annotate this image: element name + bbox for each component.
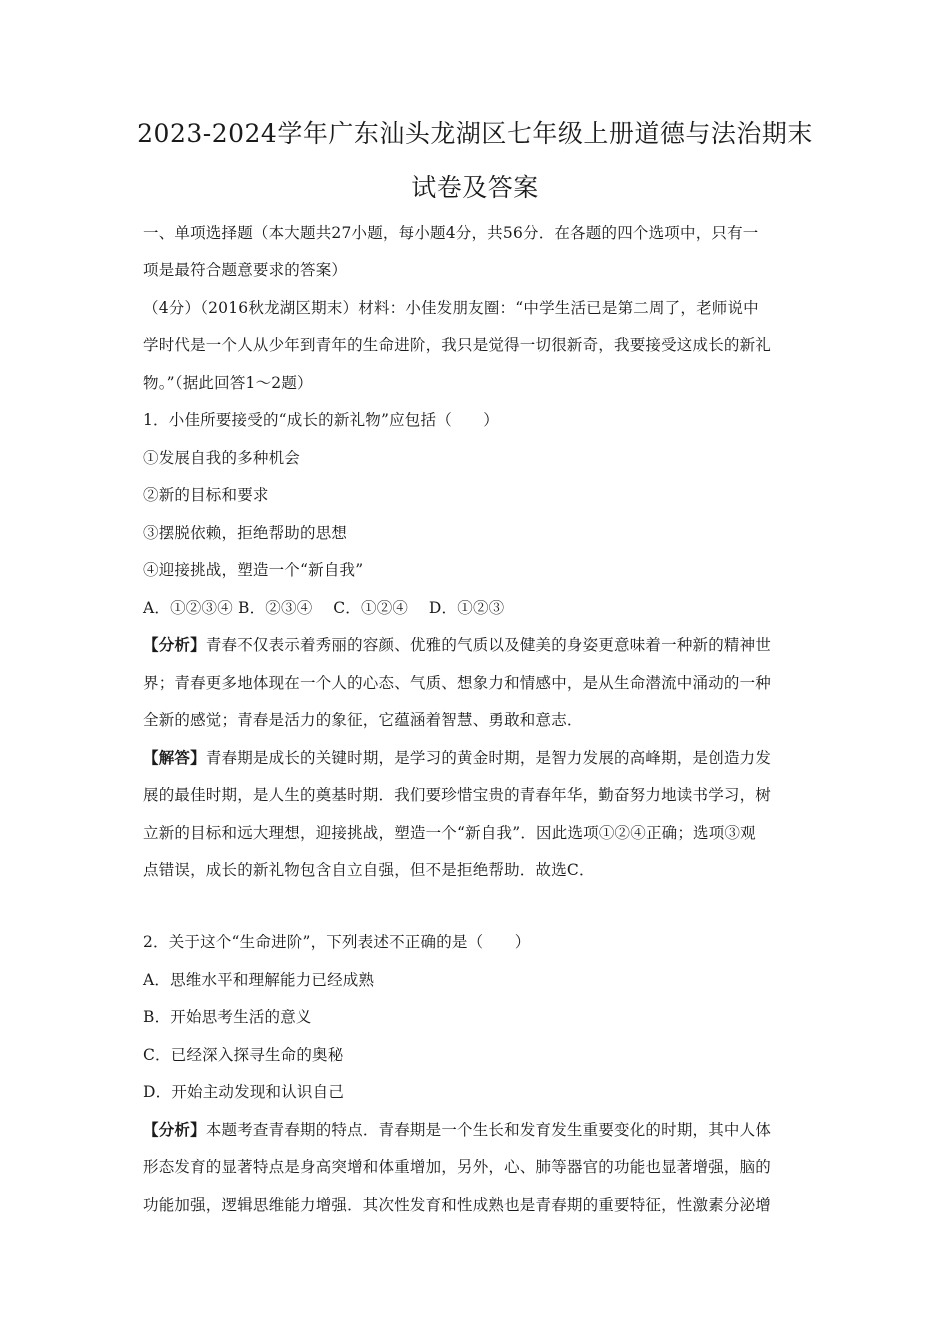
q1-answer-line-3: 立新的目标和远大理想，迎接挑战，塑造一个“新自我”．因此选项①②④正确；选项③观 [143,824,756,842]
section-header-line-1: 一、单项选择题（本大题共27小题，每小题4分，共56分．在各题的四个选项中，只有一 [143,224,759,242]
q1-analysis-line-2: 界；青春更多地体现在一个人的心态、气质、想象力和情感中，是从生命潜流中涌动的一种 [143,674,772,692]
document-title-line-1: 2023-2024学年广东汕头龙湖区七年级上册道德与法治期末 [137,119,813,148]
q2-analysis-line-1 [143,1119,771,1141]
answer-text: 青春期是成长的关键时期，是学习的黄金时期，是智力发展的高峰期，是创造力发 [205,749,772,767]
q1-options: A．①②③④ B．②③④ C．①②④ D．①②③ [143,599,505,617]
material-line-3: 物。”（据此回答1～2题） [143,374,313,392]
material-line-2: 学时代是一个人从少年到青年的生命进阶，我只是觉得一切很新奇，我要接受这成长的新礼 [143,336,772,354]
q1-answer-line-4: 点错误，成长的新礼物包含自立自强，但不是拒绝帮助．故选C． [143,861,595,879]
q1-item-4: ④迎接挑战，塑造一个“新自我” [143,561,364,579]
q1-stem: 1．小佳所要接受的“成长的新礼物”应包括（ ） [143,411,500,429]
document-title-line-2: 试卷及答案 [411,173,539,202]
q1-answer-line-2: 展的最佳时期，是人生的奠基时期．我们要珍惜宝贵的青春年华，勤奋努力地读书学习，树 [143,786,772,804]
q2-option-c: C．已经深入探寻生命的奥秘 [143,1046,344,1064]
q1-item-1: ①发展自我的多种机会 [143,449,301,467]
analysis-text: 本题考查青春期的特点．青春期是一个生长和发育发生重要变化的时期，其中人体 [205,1121,772,1139]
q2-option-b: B．开始思考生活的意义 [143,1008,312,1026]
analysis-tag: 【分析】 [143,635,206,654]
q2-stem: 2．关于这个“生命进阶”，下列表述不正确的是（ ） [143,933,531,951]
q1-item-2: ②新的目标和要求 [143,486,269,504]
q1-analysis-line-3: 全新的感觉；青春是活力的象征，它蕴涵着智慧、勇敢和意志． [143,711,583,729]
q2-analysis-line-3: 功能加强，逻辑思维能力增强．其次性发育和性成熟也是青春期的重要特征，性激素分泌增 [143,1196,772,1214]
material-line-1: （4分）（2016秋龙湖区期末）材料：小佳发朋友圈：“中学生活已是第二周了，老师说中 [143,299,759,317]
section-header-line-2: 项是最符合题意要求的答案） [143,261,348,279]
answer-tag: 【解答】 [143,748,206,767]
q1-answer-line-1 [143,747,771,769]
analysis-text: 青春不仅表示着秀丽的容颜、优雅的气质以及健美的身姿更意味着一种新的精神世 [205,636,772,654]
q2-option-d: D．开始主动发现和认识自己 [143,1083,345,1101]
q2-option-a: A．思维水平和理解能力已经成熟 [143,971,375,989]
q1-analysis-line-1 [143,634,771,656]
analysis-tag: 【分析】 [143,1120,206,1139]
q2-analysis-line-2: 形态发育的显著特点是身高突增和体重增加，另外，心、肺等器官的功能也显著增强，脑的 [143,1158,772,1176]
q1-item-3: ③摆脱依赖，拒绝帮助的思想 [143,524,348,542]
